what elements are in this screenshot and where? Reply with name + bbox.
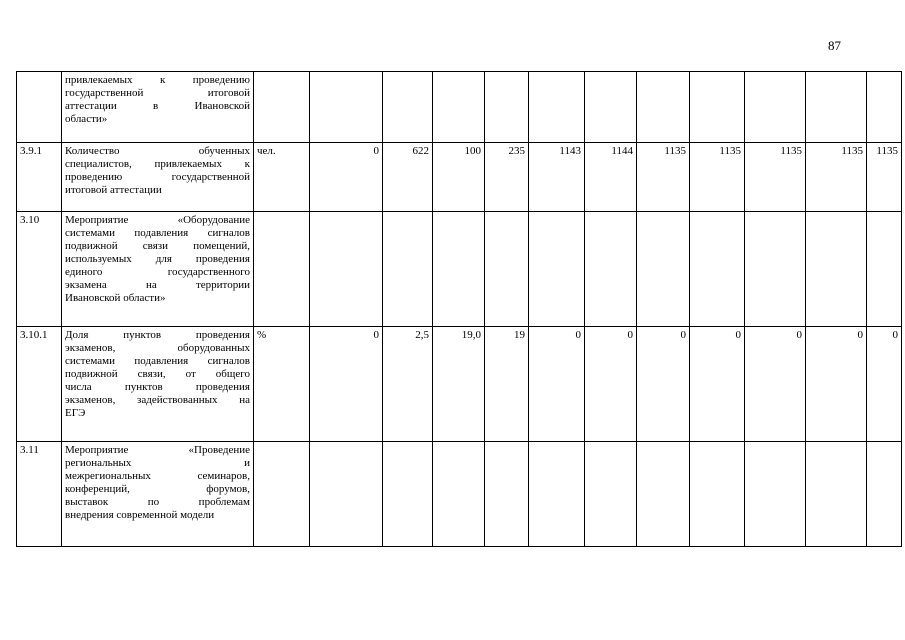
description-line: подвижной связи, от общего [65,368,250,380]
description-line: региональных и [65,457,250,469]
description-line: ЕГЭ [65,407,86,419]
description-line: Доля пунктов проведения [65,329,250,341]
row-code: 3.11 [17,442,62,547]
row-code: 3.10.1 [17,327,62,442]
value-cell: 0 [529,327,585,442]
description-line: единого государственного [65,266,250,278]
value-cell [485,72,529,143]
value-cell: 100 [433,143,485,212]
data-table [16,71,902,547]
row-unit: чел. [254,143,310,212]
description-line: Ивановской области» [65,292,166,304]
value-cell [745,442,806,547]
row-description [62,442,254,547]
value-cell [745,72,806,143]
description-line: внедрения современной модели [65,509,215,521]
description-line: аттестации в Ивановской [65,100,250,112]
value-cell: 1135 [867,143,902,212]
value-cell [637,442,690,547]
value-cell [867,212,902,327]
description-line: привлекаемых к проведению [65,74,250,86]
value-cell: 1144 [585,143,637,212]
value-cell [867,442,902,547]
page-number: 87 [828,38,841,53]
description-line: используемых для проведения [65,253,250,265]
value-cell [383,212,433,327]
value-cell [637,212,690,327]
value-cell [806,212,867,327]
description-line: экзамена на территории [65,279,250,291]
row-code [17,72,62,143]
value-cell: 0 [867,327,902,442]
row-description [62,327,254,442]
table-row [17,72,902,143]
value-cell [529,442,585,547]
value-cell [433,72,485,143]
value-cell [485,212,529,327]
description-line: конференций, форумов, [65,483,250,495]
value-cell [637,72,690,143]
description-line: экзаменов, оборудованных [65,342,250,354]
value-cell: 0 [637,327,690,442]
value-cell: 19,0 [433,327,485,442]
description-line: Количество обученных [65,145,250,157]
description-line: государственной итоговой [65,87,250,99]
value-cell: 1135 [637,143,690,212]
value-cell [806,72,867,143]
description-line: подвижной связи помещений, [65,240,250,252]
value-cell [383,442,433,547]
value-cell [690,212,745,327]
value-cell [745,212,806,327]
value-cell [585,72,637,143]
value-cell: 0 [310,327,383,442]
value-cell [383,72,433,143]
value-cell [310,442,383,547]
row-description [62,72,254,143]
description-line: системами подавления сигналов [65,355,250,367]
value-cell: 622 [383,143,433,212]
value-cell [433,442,485,547]
value-cell [690,442,745,547]
value-cell: 1135 [806,143,867,212]
description-line: Мероприятие «Проведение [65,444,250,456]
value-cell: 235 [485,143,529,212]
row-code: 3.10 [17,212,62,327]
description-line: числа пунктов проведения [65,381,250,393]
value-cell: 1135 [745,143,806,212]
description-line: итоговой аттестации [65,184,162,196]
description-line: области» [65,113,108,125]
description-line: специалистов, привлекаемых к [65,158,250,170]
value-cell [690,72,745,143]
value-cell [310,72,383,143]
table-row [17,212,902,327]
row-unit [254,72,310,143]
value-cell [433,212,485,327]
value-cell: 1143 [529,143,585,212]
value-cell [529,212,585,327]
value-cell: 2,5 [383,327,433,442]
value-cell [867,72,902,143]
value-cell [485,442,529,547]
row-code: 3.9.1 [17,143,62,212]
value-cell: 1135 [690,143,745,212]
value-cell [806,442,867,547]
table-row [17,143,902,212]
value-cell: 0 [690,327,745,442]
value-cell: 0 [745,327,806,442]
value-cell: 0 [585,327,637,442]
value-cell [585,212,637,327]
description-line: межрегиональных семинаров, [65,470,250,482]
description-line: Мероприятие «Оборудование [65,214,250,226]
value-cell: 0 [310,143,383,212]
table-row [17,327,902,442]
row-unit [254,442,310,547]
row-unit [254,212,310,327]
value-cell [529,72,585,143]
row-unit: % [254,327,310,442]
table-row [17,442,902,547]
value-cell [310,212,383,327]
description-line: выставок по проблемам [65,496,250,508]
description-line: проведению государственной [65,171,250,183]
row-description [62,212,254,327]
value-cell: 19 [485,327,529,442]
row-description [62,143,254,212]
description-line: системами подавления сигналов [65,227,250,239]
description-line: экзаменов, задействованных на [65,394,250,406]
value-cell: 0 [806,327,867,442]
value-cell [585,442,637,547]
